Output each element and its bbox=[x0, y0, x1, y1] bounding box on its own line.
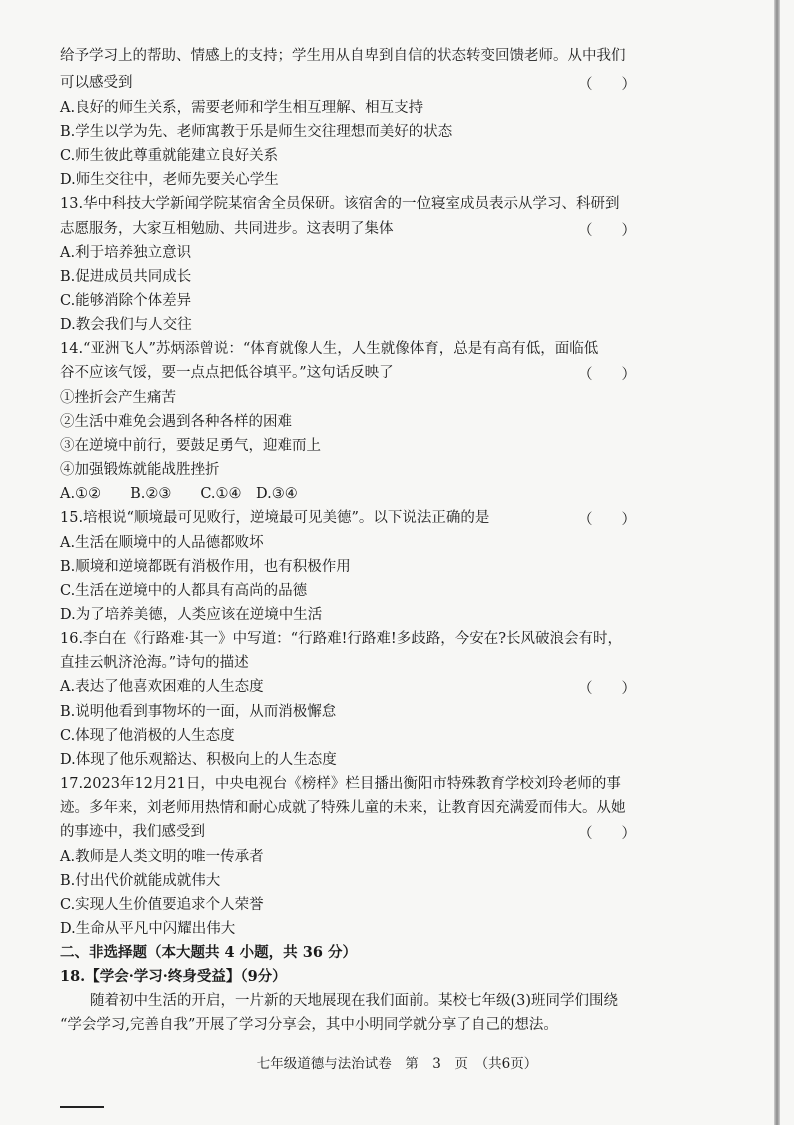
text-line: 的事迹中，我们感受到 bbox=[60, 824, 205, 840]
text-line: A.表达了他喜欢困难的人生态度 bbox=[60, 679, 264, 695]
text-line: 13.华中科技大学新闻学院某宿舍全员保研。该宿舍的一位寝室成员表示从学习、科研到 bbox=[60, 196, 620, 212]
answer-bracket: （ ） bbox=[578, 512, 636, 528]
text-line: 15.培根说“顺境最可见败行，逆境最可见美德”。以下说法正确的是 bbox=[60, 510, 490, 526]
answer-bracket: （ ） bbox=[578, 77, 636, 93]
text-line: 17.2023年12月21日，中央电视台《榜样》栏目播出衡阳市特殊教育学校刘玲老师的事 bbox=[60, 776, 621, 792]
text-line: D.为了培养美德，人类应该在逆境中生活 bbox=[60, 607, 323, 623]
text-line: ①挫折会产生痛苦 bbox=[60, 390, 176, 406]
text-line: 可以感受到 bbox=[60, 75, 133, 91]
answer-bracket: （ ） bbox=[578, 367, 636, 383]
answer-bracket: （ ） bbox=[578, 223, 636, 239]
text-line: 给予学习上的帮助、情感上的支持；学生用从自卑到自信的状态转变回馈老师。从中我们 bbox=[60, 48, 626, 64]
page-footer: 七年级道德与法治试卷 第 3 页 （共6页） bbox=[256, 1056, 538, 1072]
text-line: 迹。多年来，刘老师用热情和耐心成就了特殊儿童的未来，让教育因充满爱而伟大。从她 bbox=[60, 800, 626, 816]
text-line: D.体现了他乐观豁达、积极向上的人生态度 bbox=[60, 752, 337, 768]
text-line: 直挂云帆济沧海。”诗句的描述 bbox=[60, 655, 249, 671]
text-line: 志愿服务，大家互相勉励、共同进步。这表明了集体 bbox=[60, 221, 394, 237]
text-line: B.顺境和逆境都既有消极作用，也有积极作用 bbox=[60, 559, 351, 575]
text-line: A.利于培养独立意识 bbox=[60, 245, 192, 261]
text-line: C.体现了他消极的人生态度 bbox=[60, 728, 235, 744]
text-line: 随着初中生活的开启，一片新的天地展现在我们面前。某校七年级(3)班同学们围绕 bbox=[90, 993, 619, 1009]
text-line: 谷不应该气馁，要一点点把低谷填平。”这句话反映了 bbox=[60, 365, 394, 381]
text-line: ②生活中难免会遇到各种各样的困难 bbox=[60, 414, 292, 430]
text-line: B.付出代价就能成就伟大 bbox=[60, 873, 221, 889]
answer-bracket: （ ） bbox=[578, 681, 636, 697]
text-line: B.说明他看到事物坏的一面，从而消极懈怠 bbox=[60, 704, 337, 720]
answer-bracket: （ ） bbox=[578, 826, 636, 842]
text-line: A.①② B.②③ C.①④ D.③④ bbox=[60, 486, 298, 502]
scan-edge-shadow bbox=[774, 0, 780, 1125]
text-line: A.生活在顺境中的人品德都败坏 bbox=[60, 535, 264, 551]
text-line: D.生命从平凡中闪耀出伟大 bbox=[60, 921, 236, 937]
text-line: D.师生交往中，老师先要关心学生 bbox=[60, 172, 279, 188]
text-line: C.生活在逆境中的人都具有高尚的品德 bbox=[60, 583, 308, 599]
text-line: 14.“亚洲飞人”苏炳添曾说：“体育就像人生，人生就像体育，总是有高有低，面临低 bbox=[60, 341, 599, 357]
text-line: ④加强锻炼就能战胜挫折 bbox=[60, 462, 220, 478]
text-line: B.促进成员共同成长 bbox=[60, 269, 192, 285]
text-line: C.能够消除个体差异 bbox=[60, 293, 192, 309]
text-line: 18.【学会·学习·终身受益】（9分） bbox=[60, 968, 287, 985]
text-line: D.教会我们与人交往 bbox=[60, 317, 192, 333]
text-line: C.师生彼此尊重就能建立良好关系 bbox=[60, 148, 279, 164]
text-line: B.学生以学为先、老师寓教于乐是师生交往理想而美好的状态 bbox=[60, 124, 453, 140]
text-line: 二、非选择题（本大题共 4 小题，共 36 分） bbox=[60, 944, 357, 961]
text-line: A.良好的师生关系，需要老师和学生相互理解、相互支持 bbox=[60, 100, 424, 116]
bottom-rule bbox=[60, 1106, 104, 1108]
text-line: ③在逆境中前行，要鼓足勇气，迎难而上 bbox=[60, 438, 321, 454]
text-line: “学会学习,完善自我”开展了学习分享会，其中小明同学就分享了自己的想法。 bbox=[60, 1017, 558, 1033]
text-line: C.实现人生价值要追求个人荣誉 bbox=[60, 897, 264, 913]
text-line: 16.李白在《行路难·其一》中写道：“行路难!行路难!多歧路，今安在?长风破浪会有时， bbox=[60, 631, 623, 647]
text-line: A.教师是人类文明的唯一传承者 bbox=[60, 849, 264, 865]
